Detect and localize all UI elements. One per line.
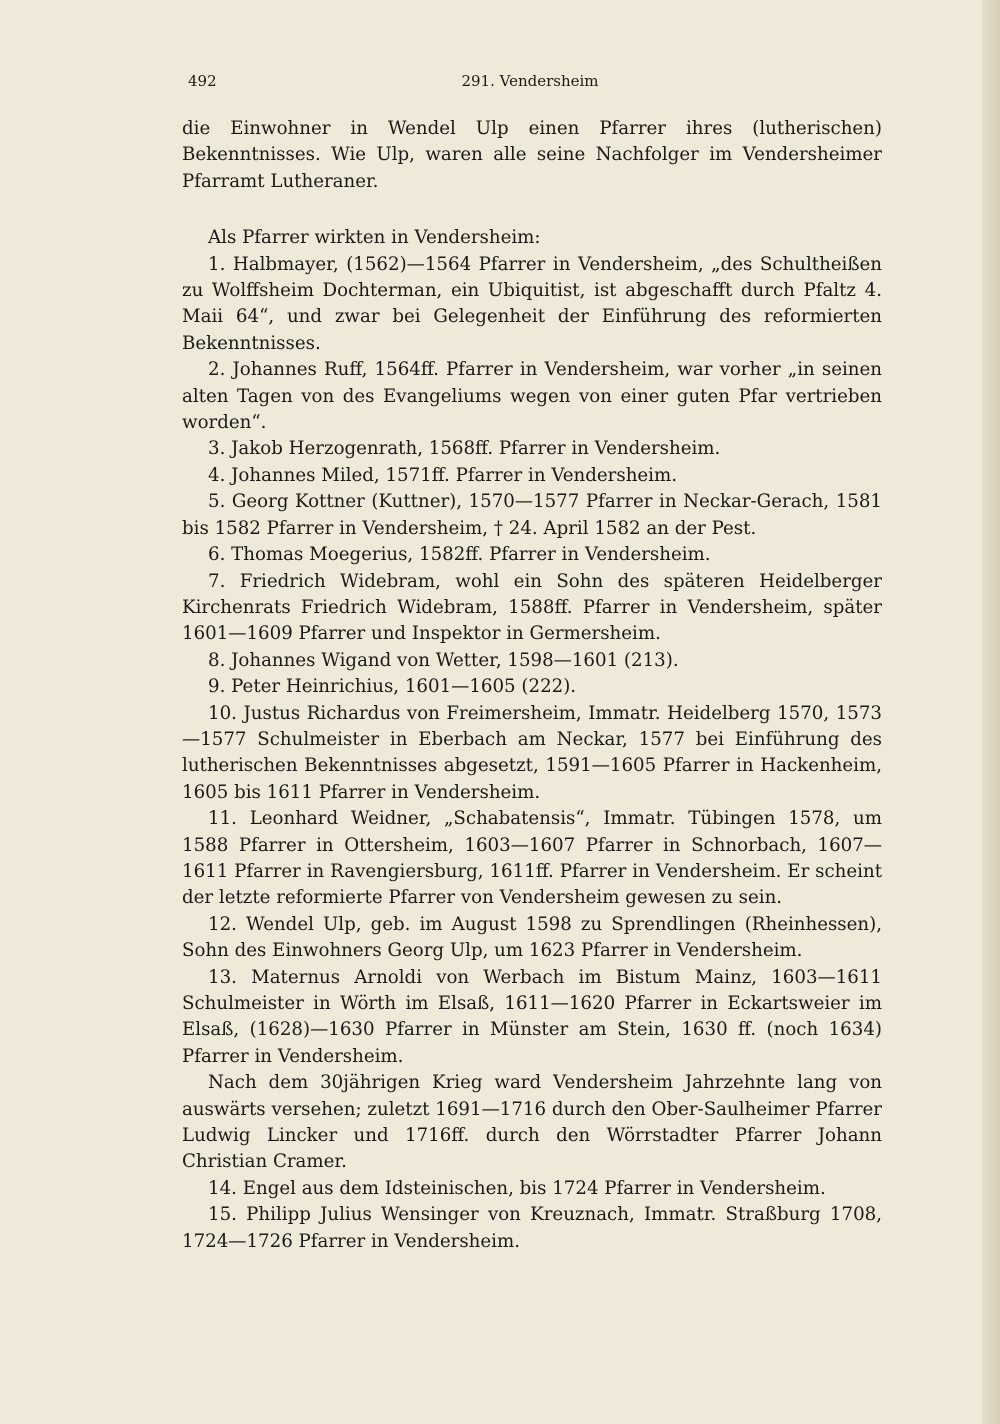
entry-15: 15. Philipp Julius Wensinger von Kreuznach, Immatr. Straßburg 1708, 1724—1726 Pfarrer in Vendersheim. — [182, 1204, 882, 1252]
entry-8: 8. Johannes Wigand von Wetter, 1598—1601 (213). — [208, 649, 679, 671]
page-header — [180, 72, 880, 94]
entry-7: 7. Friedrich Widebram, wohl ein Sohn des späteren Heidelberger Kirchenrats Friedrich Widebram, 1588ff. Pfarrer in Vendersheim, später 1601—1609 Pfarrer und Inspektor in Germersheim. — [182, 570, 882, 645]
entry-10: 10. Justus Richardus von Freimersheim, Immatr. Heidelberg 1570, 1573—1577 Schulmeister in Eberbach am Neckar, 1577 bei Einführung des lutherischen Bekenntnisses abgesetzt, 1591—1605 Pfarrer in Hackenheim, 1605 bis 1611 Pfarrer in Vendersheim. — [182, 702, 882, 803]
entry-4: 4. Johannes Miled, 1571ff. Pfarrer in Vendersheim. — [208, 464, 678, 486]
page-body — [182, 116, 882, 1255]
entry-12: 12. Wendel Ulp, geb. im August 1598 zu Sprendlingen (Rheinhessen), Sohn des Einwohners Georg Ulp, um 1623 Pfarrer in Vendersheim. — [182, 913, 882, 962]
entry-9: 9. Peter Heinrichius, 1601—1605 (222). — [208, 676, 577, 698]
page-number: 492 — [188, 72, 217, 90]
page-edge — [982, 0, 1000, 1424]
running-head: 291. Vendersheim — [461, 72, 599, 90]
paragraph-postwar: Nach dem 30jährigen Krieg ward Vendersheim Jahrzehnte lang von auswärts versehen; zuletzt 1691—1716 durch den Ober-Saulheimer Pfarrer Ludwig Lincker und 1716ff. durch den Wörrstadter Pfarrer Johann Christian Cramer. — [182, 1072, 882, 1173]
entry-3: 3. Jakob Herzogenrath, 1568ff. Pfarrer in Vendersheim. — [208, 438, 721, 460]
entry-6: 6. Thomas Moegerius, 1582ff. Pfarrer in Vendersheim. — [208, 544, 711, 566]
entry-14: 14. Engel aus dem Idsteinischen, bis 1724 Pfarrer in Vendersheim. — [208, 1177, 826, 1199]
entry-5: 5. Georg Kottner (Kuttner), 1570—1577 Pfarrer in Neckar-Gerach, 1581 bis 1582 Pfarrer in Vendersheim, † 24. April 1582 an der Pest. — [182, 491, 882, 539]
entry-11: 11. Leonhard Weidner, „Schabatensis“, Immatr. Tübingen 1578, um 1588 Pfarrer in Ottersheim, 1603—1607 Pfarrer in Schnorbach, 1607—1611 Pfarrer in Ravengiersburg, 1611ff. Pfarrer in Vendersheim. Er scheint der letzte reformierte Pfarrer von Vendersheim gewesen zu sein. — [182, 808, 882, 909]
entry-13: 13. Maternus Arnoldi von Werbach im Bistum Mainz, 1603—1611 Schulmeister in Wörth im Elsaß, 1611—1620 Pfarrer in Eckartsweier im Elsaß, (1628)—1630 Pfarrer in Münster am Stein, 1630 ff. (noch 1634) Pfarrer in Vendersheim. — [182, 966, 882, 1067]
paragraph-intro: die Einwohner in Wendel Ulp einen Pfarrer ihres (lutherischen) Bekenntnisses. Wie Ulp, waren alle seine Nachfolger im Vendersheimer Pfarramt Lutheraner. — [182, 118, 882, 192]
entry-1: 1. Halbmayer, (1562)—1564 Pfarrer in Vendersheim, „des Schultheißen zu Wolffsheim Dochterman, ein Ubiquitist, ist abgeschafft durch Pfaltz 4. Maii 64“, und zwar bei Gelegenheit der Einführung des reformierten Bekenntnisses. — [182, 253, 882, 354]
paragraph-list-heading: Als Pfarrer wirkten in Vendersheim: — [208, 227, 541, 249]
entry-2: 2. Johannes Ruff, 1564ff. Pfarrer in Vendersheim, war vorher „in seinen alten Tagen von des Evangeliums wegen von einer guten Pfar vertrieben worden“. — [182, 359, 882, 434]
